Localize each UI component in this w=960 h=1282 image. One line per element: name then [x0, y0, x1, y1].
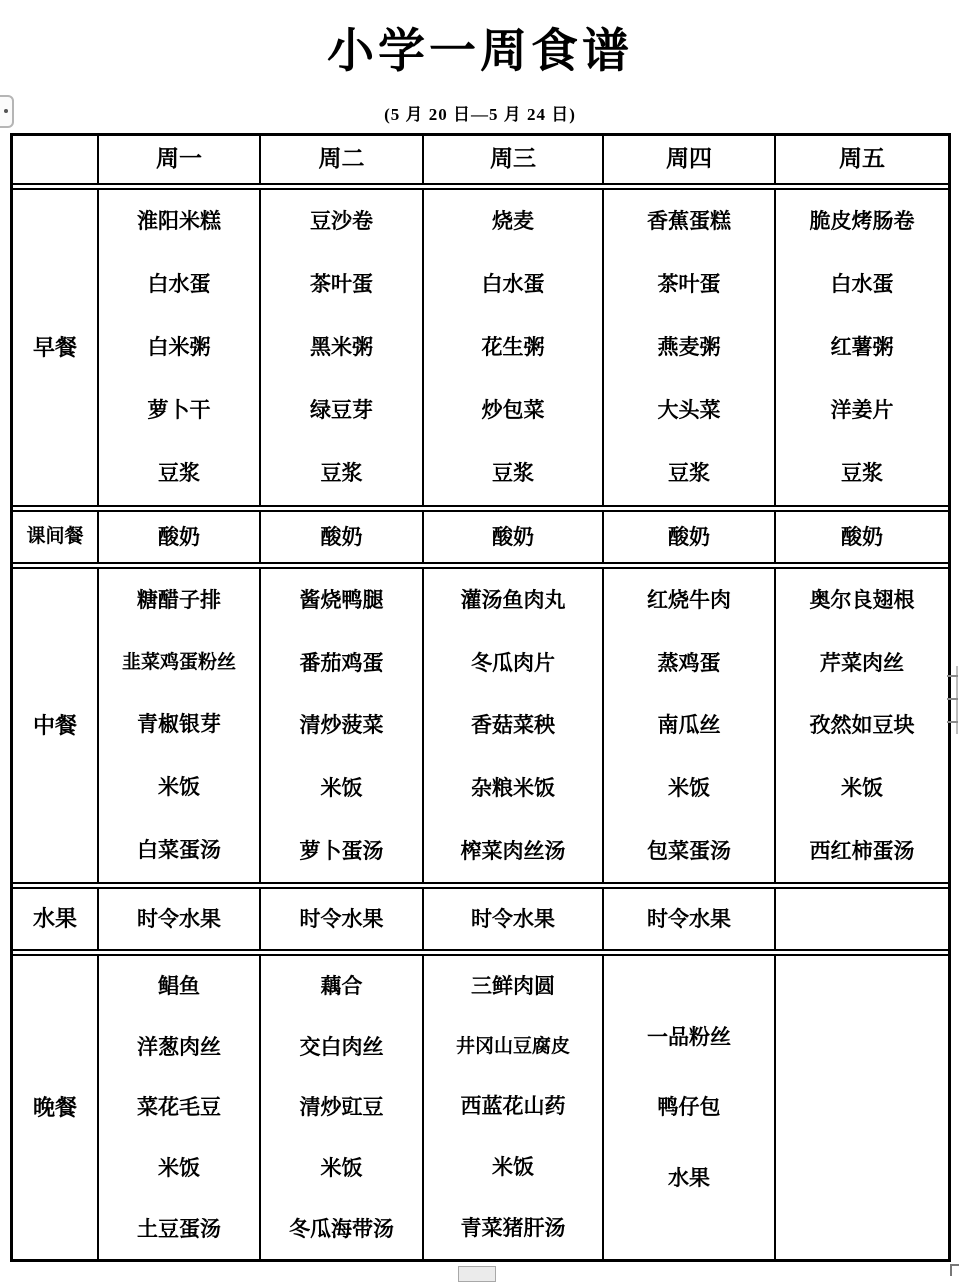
menu-cell-breakfast-day2	[259, 190, 422, 505]
menu-item: 萝卜蛋汤	[299, 838, 384, 863]
menu-item: 黑米粥	[310, 335, 373, 360]
menu-table	[10, 133, 951, 1262]
menu-item: 藕合	[320, 974, 363, 999]
menu-item: 花生粥	[481, 335, 545, 360]
menu-item: 灌汤鱼肉丸	[460, 588, 566, 613]
menu-cell-dinner-day1	[97, 956, 259, 1259]
section-row-fruit	[13, 882, 948, 949]
menu-item: 三鲜肉圆	[471, 974, 555, 999]
menu-cell-morning-snack-day1	[97, 512, 259, 562]
menu-cell-lunch-day3	[422, 569, 602, 882]
menu-item: 豆浆	[841, 461, 883, 486]
menu-cell-dinner-day4	[602, 956, 774, 1259]
menu-item: 时令水果	[471, 906, 555, 931]
day-header	[602, 136, 774, 183]
menu-item: 酸奶	[668, 524, 710, 549]
horizontal-scrollbar-thumb[interactable]	[458, 1266, 496, 1282]
menu-item: 井冈山豆腐皮	[455, 1035, 570, 1057]
menu-item: 炒包菜	[481, 398, 545, 423]
menu-item: 冬瓜海带汤	[289, 1216, 394, 1241]
menu-item: 烧麦	[492, 209, 534, 234]
menu-item: 豆浆	[320, 461, 363, 486]
menu-cell-dinner-day3	[422, 956, 602, 1259]
menu-cell-fruit-day4	[602, 889, 774, 949]
section-label-text: 水果	[32, 906, 77, 932]
menu-item: 鸭仔包	[657, 1095, 721, 1120]
menu-item: 红烧牛肉	[647, 588, 731, 613]
menu-item: 菜花毛豆	[137, 1095, 221, 1120]
menu-item: 清炒豇豆	[299, 1095, 384, 1120]
menu-item: 豆沙卷	[310, 209, 373, 234]
day-header	[97, 136, 259, 183]
day-header	[774, 136, 948, 183]
section-label-dinner	[13, 956, 97, 1259]
table-resize-mark	[950, 1264, 959, 1276]
menu-item: 青椒银芽	[137, 712, 221, 737]
menu-item: 包菜蛋汤	[647, 838, 731, 863]
section-row-lunch	[13, 562, 948, 882]
menu-item: 豆浆	[668, 461, 710, 486]
section-label-text: 中餐	[32, 712, 77, 738]
menu-item: 萝卜干	[147, 398, 211, 423]
menu-item: 茶叶蛋	[310, 272, 373, 297]
section-label-morning-snack	[13, 512, 97, 562]
menu-item: 米饭	[841, 776, 883, 800]
menu-item: 白菜蛋汤	[137, 838, 221, 863]
menu-item: 水果	[668, 1165, 710, 1190]
menu-item: 糖醋子排	[137, 588, 221, 613]
anchor-dot-icon	[4, 109, 8, 113]
menu-item: 淮阳米糕	[137, 209, 221, 234]
menu-item: 米饭	[158, 1156, 200, 1180]
menu-item: 白水蛋	[830, 272, 894, 297]
vertical-scrollbar-fragment	[946, 666, 960, 734]
menu-item: 清炒菠菜	[299, 713, 384, 738]
menu-item: 米饭	[320, 1156, 363, 1180]
menu-cell-morning-snack-day5	[774, 512, 948, 562]
menu-item: 西蓝花山药	[460, 1094, 566, 1119]
menu-item: 酸奶	[492, 524, 534, 549]
day-header	[259, 136, 422, 183]
menu-item: 南瓜丝	[657, 713, 721, 738]
menu-item: 孜然如豆块	[809, 713, 915, 738]
menu-item: 韭菜鸡蛋粉丝	[121, 651, 236, 673]
menu-item: 豆浆	[492, 461, 534, 486]
menu-cell-breakfast-day3	[422, 190, 602, 505]
menu-cell-breakfast-day1	[97, 190, 259, 505]
menu-item: 米饭	[492, 1155, 534, 1180]
menu-cell-morning-snack-day2	[259, 512, 422, 562]
day-header-label: 周五	[839, 146, 885, 172]
page-anchor-handle[interactable]	[0, 95, 14, 128]
page-title: 小学一周食谱	[327, 26, 633, 78]
menu-cell-breakfast-day4	[602, 190, 774, 505]
menu-item: 西红柿蛋汤	[809, 838, 915, 863]
menu-item: 白水蛋	[147, 272, 211, 297]
menu-item: 榨菜肉丝汤	[460, 838, 566, 863]
menu-item: 大头菜	[657, 398, 721, 423]
menu-item: 蒸鸡蛋	[657, 650, 721, 675]
section-label-fruit	[13, 889, 97, 949]
menu-item: 杂粮米饭	[471, 776, 555, 800]
day-header	[422, 136, 602, 183]
date-range: (5 月 20 日—5 月 24 日)	[384, 105, 576, 124]
menu-item: 酸奶	[158, 524, 200, 549]
menu-item: 青菜猪肝汤	[460, 1216, 566, 1241]
scrollbar-tick-icon	[947, 675, 958, 677]
section-label-text: 晚餐	[32, 1094, 77, 1120]
corner-cell	[13, 136, 97, 183]
menu-item: 洋葱肉丝	[137, 1034, 221, 1059]
menu-item: 豆浆	[158, 461, 200, 486]
scrollbar-tick-icon	[947, 721, 958, 723]
menu-item: 红薯粥	[830, 335, 894, 360]
menu-item: 奥尔良翅根	[809, 588, 915, 613]
section-row-morning-snack	[13, 505, 948, 562]
menu-item: 脆皮烤肠卷	[809, 209, 915, 234]
menu-cell-lunch-day4	[602, 569, 774, 882]
section-row-dinner	[13, 949, 948, 1259]
menu-item: 时令水果	[647, 906, 731, 931]
menu-item: 交白肉丝	[299, 1034, 384, 1059]
section-label-lunch	[13, 569, 97, 882]
menu-item: 酸奶	[841, 524, 883, 549]
menu-cell-fruit-day5	[774, 889, 948, 949]
menu-item: 一品粉丝	[647, 1025, 731, 1050]
menu-item: 芹菜肉丝	[820, 650, 904, 675]
header-row	[13, 136, 948, 183]
scrollbar-tick-icon	[947, 698, 958, 700]
menu-item: 时令水果	[137, 906, 221, 931]
menu-item: 白水蛋	[481, 272, 545, 297]
day-header-label: 周二	[318, 146, 365, 172]
menu-cell-breakfast-day5	[774, 190, 948, 505]
menu-item: 土豆蛋汤	[137, 1216, 221, 1241]
menu-cell-morning-snack-day3	[422, 512, 602, 562]
section-label-breakfast	[13, 190, 97, 505]
menu-item: 时令水果	[299, 906, 384, 931]
menu-item: 香蕉蛋糕	[647, 209, 731, 234]
menu-item: 白米粥	[147, 335, 211, 360]
menu-item: 米饭	[668, 776, 710, 800]
menu-item: 米饭	[158, 775, 200, 800]
menu-cell-lunch-day1	[97, 569, 259, 882]
section-label-text: 早餐	[32, 334, 77, 360]
menu-item: 冬瓜肉片	[471, 650, 555, 675]
menu-item: 酸奶	[320, 524, 363, 549]
menu-item: 酱烧鸭腿	[299, 588, 384, 613]
section-label-text: 课间餐	[26, 526, 84, 548]
menu-cell-fruit-day2	[259, 889, 422, 949]
menu-item: 番茄鸡蛋	[299, 650, 384, 675]
menu-item: 绿豆芽	[310, 398, 373, 423]
menu-item: 鲳鱼	[158, 974, 200, 999]
menu-item: 茶叶蛋	[657, 272, 721, 297]
section-row-breakfast	[13, 183, 948, 505]
day-header-label: 周四	[666, 146, 712, 172]
menu-cell-morning-snack-day4	[602, 512, 774, 562]
menu-cell-lunch-day2	[259, 569, 422, 882]
menu-item: 香菇菜秧	[471, 713, 555, 738]
menu-cell-fruit-day3	[422, 889, 602, 949]
menu-item: 洋姜片	[830, 398, 894, 423]
menu-cell-dinner-day2	[259, 956, 422, 1259]
menu-cell-dinner-day5	[774, 956, 948, 1259]
day-header-label: 周三	[490, 146, 536, 172]
menu-item: 燕麦粥	[657, 335, 721, 360]
menu-cell-lunch-day5	[774, 569, 948, 882]
day-header-label: 周一	[156, 146, 202, 172]
menu-cell-fruit-day1	[97, 889, 259, 949]
menu-item: 米饭	[320, 776, 363, 800]
